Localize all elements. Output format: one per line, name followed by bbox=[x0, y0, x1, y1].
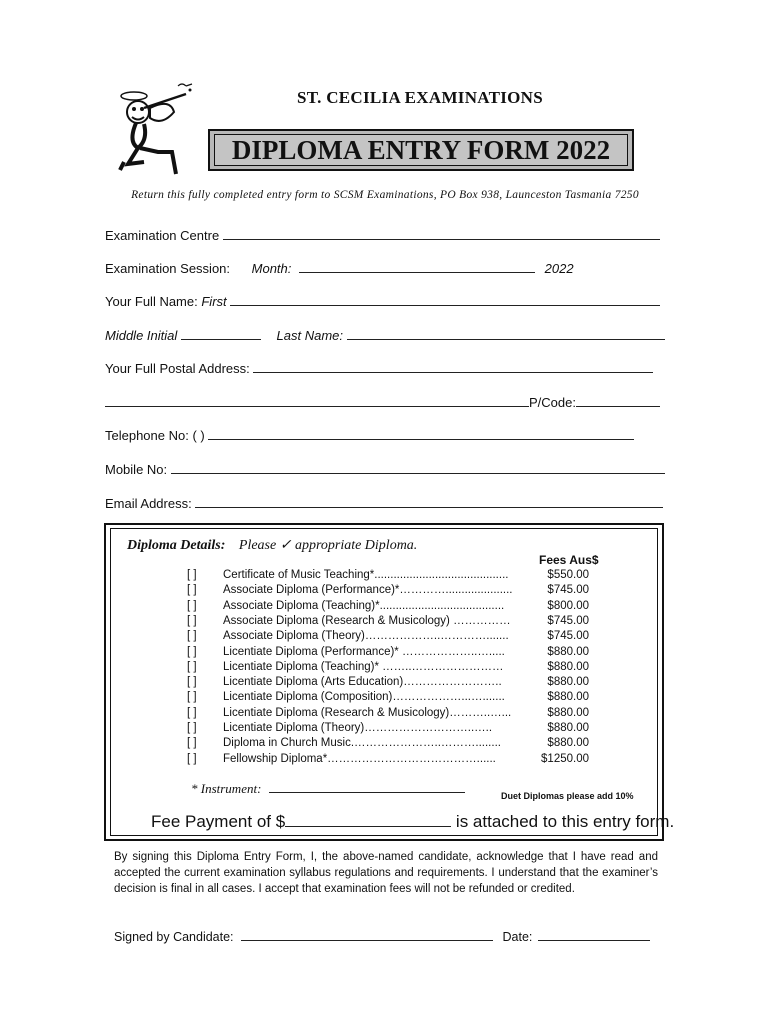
diploma-checkbox[interactable]: [ ] bbox=[187, 599, 197, 612]
fee-payment-prefix: Fee Payment of $ bbox=[151, 812, 286, 831]
diploma-checkbox[interactable]: [ ] bbox=[187, 676, 197, 689]
diploma-name: Licentiate Diploma (Composition)………………...…....... bbox=[223, 691, 505, 704]
telephone-label: Telephone No: ( ) bbox=[105, 428, 205, 443]
duet-note: Duet Diplomas please add 10% bbox=[501, 791, 634, 801]
diploma-name: Licentiate Diploma (Theory)………………………..….. bbox=[223, 722, 493, 734]
diploma-fee: $745.00 bbox=[547, 614, 589, 627]
diploma-row bbox=[187, 660, 607, 675]
middle-last-row bbox=[105, 327, 665, 344]
month-label: Month: bbox=[251, 261, 292, 276]
postal-address-line2-row bbox=[105, 394, 665, 411]
diploma-name: Associate Diploma (Theory)………………..…………....... bbox=[223, 630, 509, 643]
diploma-fee: $550.00 bbox=[547, 569, 589, 581]
diploma-checkbox[interactable]: [ ] bbox=[187, 737, 197, 750]
last-name-input[interactable] bbox=[347, 327, 665, 340]
diploma-fee: $745.00 bbox=[547, 630, 589, 643]
diploma-row bbox=[187, 706, 607, 721]
details-heading-label: Diploma Details: bbox=[127, 538, 226, 553]
telephone-row bbox=[105, 427, 665, 444]
diploma-row bbox=[187, 690, 607, 705]
diploma-row bbox=[187, 629, 607, 644]
month-input[interactable] bbox=[299, 260, 535, 273]
email-row bbox=[105, 495, 665, 512]
diploma-row bbox=[187, 583, 607, 598]
mobile-row bbox=[105, 461, 665, 478]
diploma-row bbox=[187, 736, 607, 751]
telephone-input[interactable] bbox=[208, 427, 634, 440]
fees-header: Fees Aus$ bbox=[539, 553, 599, 567]
mobile-label: Mobile No: bbox=[105, 462, 168, 477]
diploma-name: Licentiate Diploma (Teaching)* ……..…………………… bbox=[223, 660, 504, 673]
middle-initial-input[interactable] bbox=[181, 327, 261, 340]
instrument-row bbox=[191, 780, 465, 797]
diploma-checkbox[interactable]: [ ] bbox=[187, 630, 197, 643]
form-title: DIPLOMA ENTRY FORM 2022 bbox=[214, 134, 628, 166]
diploma-fee: $800.00 bbox=[547, 599, 589, 612]
diploma-checkbox[interactable]: [ ] bbox=[187, 691, 197, 704]
diploma-details-inner bbox=[110, 528, 675, 836]
fee-amount-input[interactable] bbox=[285, 812, 451, 827]
diploma-checkbox[interactable]: [ ] bbox=[187, 614, 197, 627]
diploma-fee: $1250.00 bbox=[541, 752, 589, 765]
diploma-checkbox[interactable]: [ ] bbox=[187, 584, 197, 597]
fee-payment-row bbox=[151, 812, 674, 832]
diploma-checkbox[interactable]: [ ] bbox=[187, 660, 197, 673]
diploma-name: Licentiate Diploma (Arts Education)…………………….. bbox=[223, 676, 502, 689]
diploma-fee: $745.00 bbox=[547, 584, 589, 597]
details-instruction: Please ✓ appropriate Diploma. bbox=[238, 538, 418, 553]
email-label: Email Address: bbox=[105, 496, 192, 511]
diploma-row bbox=[187, 645, 607, 660]
exam-session-label: Examination Session: bbox=[105, 261, 231, 276]
diploma-row bbox=[187, 752, 607, 767]
diploma-checkbox[interactable]: [ ] bbox=[187, 645, 197, 658]
postal-address-input[interactable] bbox=[253, 360, 653, 373]
diploma-row bbox=[187, 614, 607, 629]
exam-centre-label: Examination Centre bbox=[105, 228, 220, 243]
diploma-name: Licentiate Diploma (Research & Musicology)………..…... bbox=[223, 706, 512, 719]
mobile-input[interactable] bbox=[171, 461, 665, 474]
diploma-details-panel bbox=[104, 523, 675, 841]
instrument-label: * Instrument: bbox=[191, 781, 262, 796]
postal-address-row bbox=[105, 360, 665, 377]
diploma-checkbox[interactable]: [ ] bbox=[187, 752, 197, 765]
session-year: 2022 bbox=[544, 261, 574, 276]
organisation-name: ST. CECILIA EXAMINATIONS bbox=[296, 88, 544, 107]
diploma-name: Associate Diploma (Research & Musicology) …………… bbox=[223, 614, 511, 627]
signed-by-label: Signed by Candidate: bbox=[114, 930, 234, 944]
diploma-name: Associate Diploma (Performance)*…………..................... bbox=[223, 584, 513, 597]
signature-input[interactable] bbox=[241, 928, 493, 941]
signature-row bbox=[114, 928, 650, 944]
first-name-label: First bbox=[201, 294, 227, 309]
diploma-fee: $880.00 bbox=[547, 676, 589, 689]
first-name-input[interactable] bbox=[230, 293, 660, 306]
diploma-row bbox=[187, 599, 607, 614]
return-instructions: Return this fully completed entry form to SCSM Examinations, PO Box 938, Launceston Tasmania 7250 bbox=[131, 189, 639, 201]
postcode-input[interactable] bbox=[576, 394, 660, 407]
exam-centre-row bbox=[105, 227, 665, 244]
fee-payment-suffix: is attached to this entry form. bbox=[455, 812, 675, 831]
postal-address-label: Your Full Postal Address: bbox=[105, 361, 250, 376]
diploma-checkbox[interactable]: [ ] bbox=[187, 722, 197, 734]
diploma-name: Licentiate Diploma (Performance)* ………………..…..... bbox=[223, 645, 505, 658]
diploma-fee: $880.00 bbox=[547, 691, 589, 704]
diploma-name: Fellowship Diploma*…………………………………...... bbox=[223, 752, 496, 765]
diploma-fee: $880.00 bbox=[547, 737, 589, 750]
instrument-input[interactable] bbox=[269, 780, 465, 793]
diploma-row bbox=[187, 675, 607, 690]
email-input[interactable] bbox=[195, 495, 663, 508]
diploma-name: Associate Diploma (Teaching)*....................................... bbox=[223, 599, 505, 612]
postal-address-line2-input[interactable] bbox=[105, 394, 529, 407]
date-label: Date: bbox=[502, 930, 533, 944]
form-title-box bbox=[208, 129, 634, 171]
diploma-row bbox=[187, 568, 607, 583]
declaration-text: By signing this Diploma Entry Form, I, the above-named candidate, acknowledge that I have read and accepted the current examination syllabus regulations and requirements. I understand that the examiner’s decision is final in all cases. I accept that examination fees will not be refunded or credited. bbox=[114, 851, 658, 895]
diploma-fee: $880.00 bbox=[547, 706, 589, 719]
diploma-fee: $880.00 bbox=[547, 645, 589, 658]
postcode-label: P/Code: bbox=[529, 395, 576, 410]
diploma-fee: $880.00 bbox=[547, 722, 589, 734]
diploma-checkbox[interactable]: [ ] bbox=[187, 569, 197, 581]
diploma-row bbox=[187, 721, 607, 736]
exam-session-row bbox=[105, 260, 665, 277]
last-name-label: Last Name: bbox=[276, 328, 343, 343]
full-name-label: Your Full Name: bbox=[105, 294, 198, 309]
middle-initial-label: Middle Initial bbox=[105, 328, 178, 343]
full-name-row bbox=[105, 293, 665, 310]
diploma-name: Diploma in Church Music.…………………..………........ bbox=[223, 737, 501, 750]
diploma-details-heading bbox=[127, 537, 417, 554]
diploma-name: Certificate of Music Teaching*.......................................... bbox=[223, 569, 509, 581]
diploma-fee: $880.00 bbox=[547, 660, 589, 673]
date-input[interactable] bbox=[538, 928, 650, 941]
exam-centre-input[interactable] bbox=[223, 227, 660, 240]
diploma-checkbox[interactable]: [ ] bbox=[187, 706, 197, 719]
